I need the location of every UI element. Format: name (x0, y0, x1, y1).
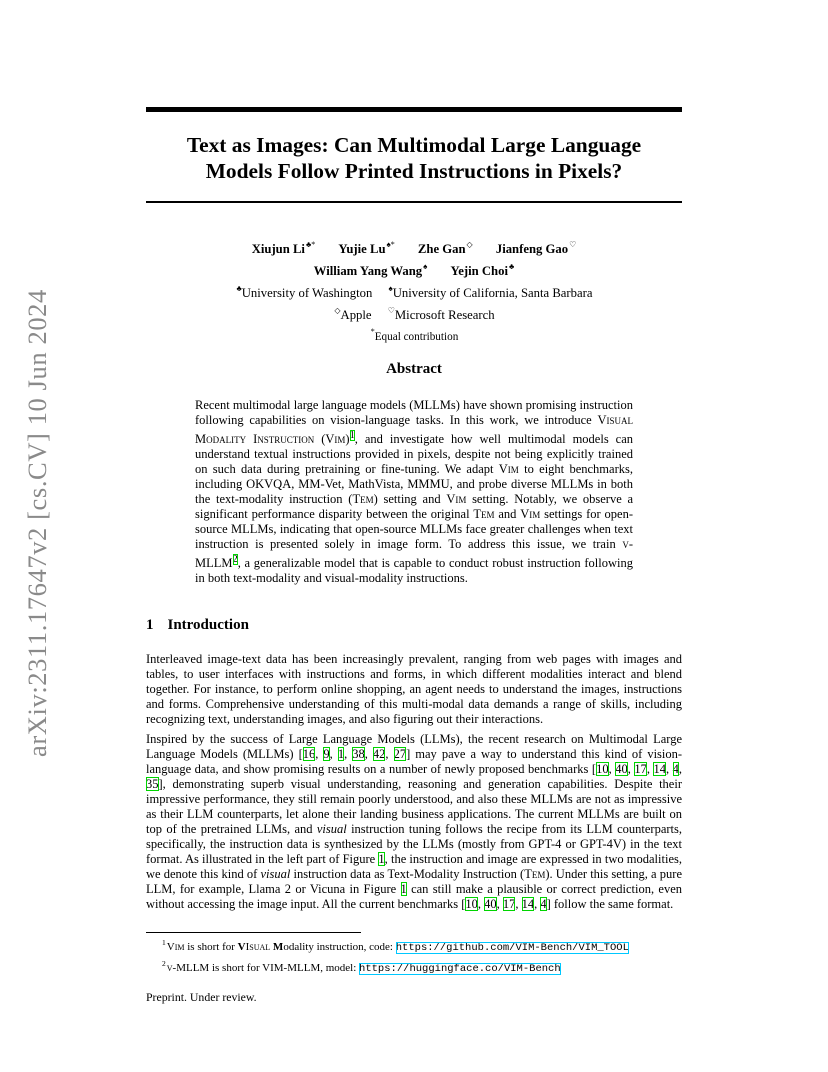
section-heading-introduction: 1 Introduction (146, 617, 249, 633)
citation-link[interactable]: 16 (302, 747, 316, 761)
vmllm-term: v-MLLM (195, 537, 633, 571)
author-row-2 (146, 258, 682, 280)
citation-link[interactable]: 40 (484, 897, 497, 911)
vim-term: Visual Modality Instruction (195, 413, 633, 447)
citation-link[interactable]: 17 (502, 897, 516, 911)
author-name: Yejin Choi♣ (450, 262, 515, 278)
citation-link[interactable]: 4 (540, 897, 547, 911)
preprint-note: Preprint. Under review. (146, 990, 257, 1004)
citation-link[interactable]: 17 (634, 762, 647, 776)
affiliation-row-2 (146, 302, 682, 324)
citation-link[interactable]: 1 (337, 747, 345, 761)
affiliation: ♠University of California, Santa Barbara (388, 284, 593, 300)
author-name: Xiujun Li♣* (251, 240, 316, 256)
citation-link[interactable]: 14 (521, 897, 535, 911)
affiliation: ♣University of Washington (236, 284, 373, 300)
title-line-2: Models Follow Printed Instructions in Pixels? (205, 159, 623, 183)
footnote-ref-1[interactable]: 1 (349, 430, 355, 441)
model-url-link[interactable]: https://huggingface.co/VIM-Bench (359, 963, 561, 975)
citation-link[interactable]: 4 (672, 762, 679, 776)
abstract-heading: Abstract (386, 361, 442, 377)
author-name: Zhe Gan◇ (417, 240, 473, 256)
abstract-text: Recent multimodal large language models (MLLMs) have shown promising instruction following capabilities on vision-language tasks. In this work, we introduce Visual Modality Instruction (Vim)$^1$, and investigate how well multimodal models can understand textual instructions provided in pixels, despite not being explicitly trained on such data during pretraining or fine-tuning. We adapt Vim to eight benchmarks, including OKVQA, MM-Vet, MathVista, MMMU, and probe diverse MLLMs in both the text-modality instruction (Tem) setting and Vim setting. Notably, we observe a significant performance disparity between the original Tem and Vim settings for open-source MLLMs, indicating that open-source MLLMs face greater challenges when text instruction is presented solely in image form. To address this issue, we train v-MLLM$^2$, a generalizable model that is capable to conduct robust instruction following in both text-modality and visual-modality instructions. (195, 398, 634, 586)
title-top-rule (146, 107, 682, 112)
code-url-link[interactable]: https://github.com/VIM-Bench/VIM_TOOL (395, 942, 629, 954)
affiliation: ♡Microsoft Research (387, 306, 495, 322)
citation-link[interactable]: 40 (615, 762, 628, 776)
footnote-ref-2[interactable]: 2 (232, 554, 238, 566)
arxiv-identifier-stamp: arXiv:2311.17647v2 [cs.CV] 10 Jun 2024 (22, 289, 52, 757)
footnote-divider (146, 932, 361, 933)
author-name: Jianfeng Gao♡ (495, 240, 577, 256)
figure-ref-link[interactable]: 1 (400, 882, 407, 896)
footnotes (146, 935, 682, 977)
citation-link[interactable]: 10 (465, 897, 478, 911)
citation-link[interactable]: 27 (393, 747, 407, 761)
intro-paragraph-1: Interleaved image-text data has been increasingly prevalent, ranging from web pages with images and tables, to user interfaces with instructions and forms, in which different modalities interact and blend together. For instance, to perform online shopping, an agent needs to understand the images, instructions and forms. Comprehensive understanding of this multi-modal data demands a range of skills, including recognizing text, understanding images, and also figuring out their interactions. (146, 652, 682, 726)
paper-title (146, 132, 682, 184)
citation-link[interactable]: 38 (352, 747, 365, 761)
citation-link[interactable]: 10 (596, 762, 609, 776)
citation-link[interactable]: 14 (653, 762, 666, 776)
title-bottom-rule (146, 201, 682, 203)
figure-ref-link[interactable]: 1 (378, 852, 385, 866)
equal-contribution-note: *Equal contribution (370, 327, 459, 343)
citation-link[interactable]: 9 (323, 747, 330, 761)
affiliation-row-1 (146, 280, 682, 302)
author-name: William Yang Wang♠ (313, 262, 428, 278)
author-row-1 (146, 236, 682, 258)
affiliation: ◇Apple (334, 306, 372, 322)
footnote-2: $^2$v-MLLM is short for VIM-MLLM, model: https://huggingface.co/VIM-Bench (162, 959, 561, 975)
footnote-1: $^1$Vim is short for VIsual Modality instruction, code: https://github.com/VIM-Bench/VIM_TOOL (162, 938, 629, 954)
author-block (146, 236, 682, 345)
title-line-1: Text as Images: Can Multimodal Large Language (186, 133, 642, 157)
citation-link[interactable]: 35 (146, 777, 159, 791)
citation-link[interactable]: 42 (372, 747, 386, 761)
intro-paragraph-2: Inspired by the success of Large Language Models (LLMs), the recent research on Multimodal Large Language Models (MLLMs) [16, 9, 1, 38, 42, 27] may pave a way to understand this kind of vision-language data, and show promising results on a number of newly proposed benchmarks [10, 40, 17, 14, 4, 35], demonstrating superb visual understanding, reasoning and generation capabilities. Despite their impressive performance, they still remain poorly understood, and also these MLLMs are not as impressive as their LLM counterparts, let alone their landing business applications. The current MLLMs are built on top of the pretrained LLMs, and visual instruction tuning follows the recipe from its LLM counterparts, specifically, the instruction data is synthesized by the LLMs (mostly from GPT-4 or GPT-4V) in the text format. As illustrated in the left part of Figure 1, the instruction and image are expressed in two modalities, we denote this kind of visual instruction data as Text-Modality Instruction (Tem). Under this setting, a pure LLM, for example, Llama 2 or Vicuna in Figure 1 can still make a plausible or correct prediction, even without accessing the image input. All the current benchmarks [10, 40, 17, 14, 4] follow the same format. (146, 732, 683, 911)
author-name: Yujie Lu♠* (338, 240, 395, 256)
